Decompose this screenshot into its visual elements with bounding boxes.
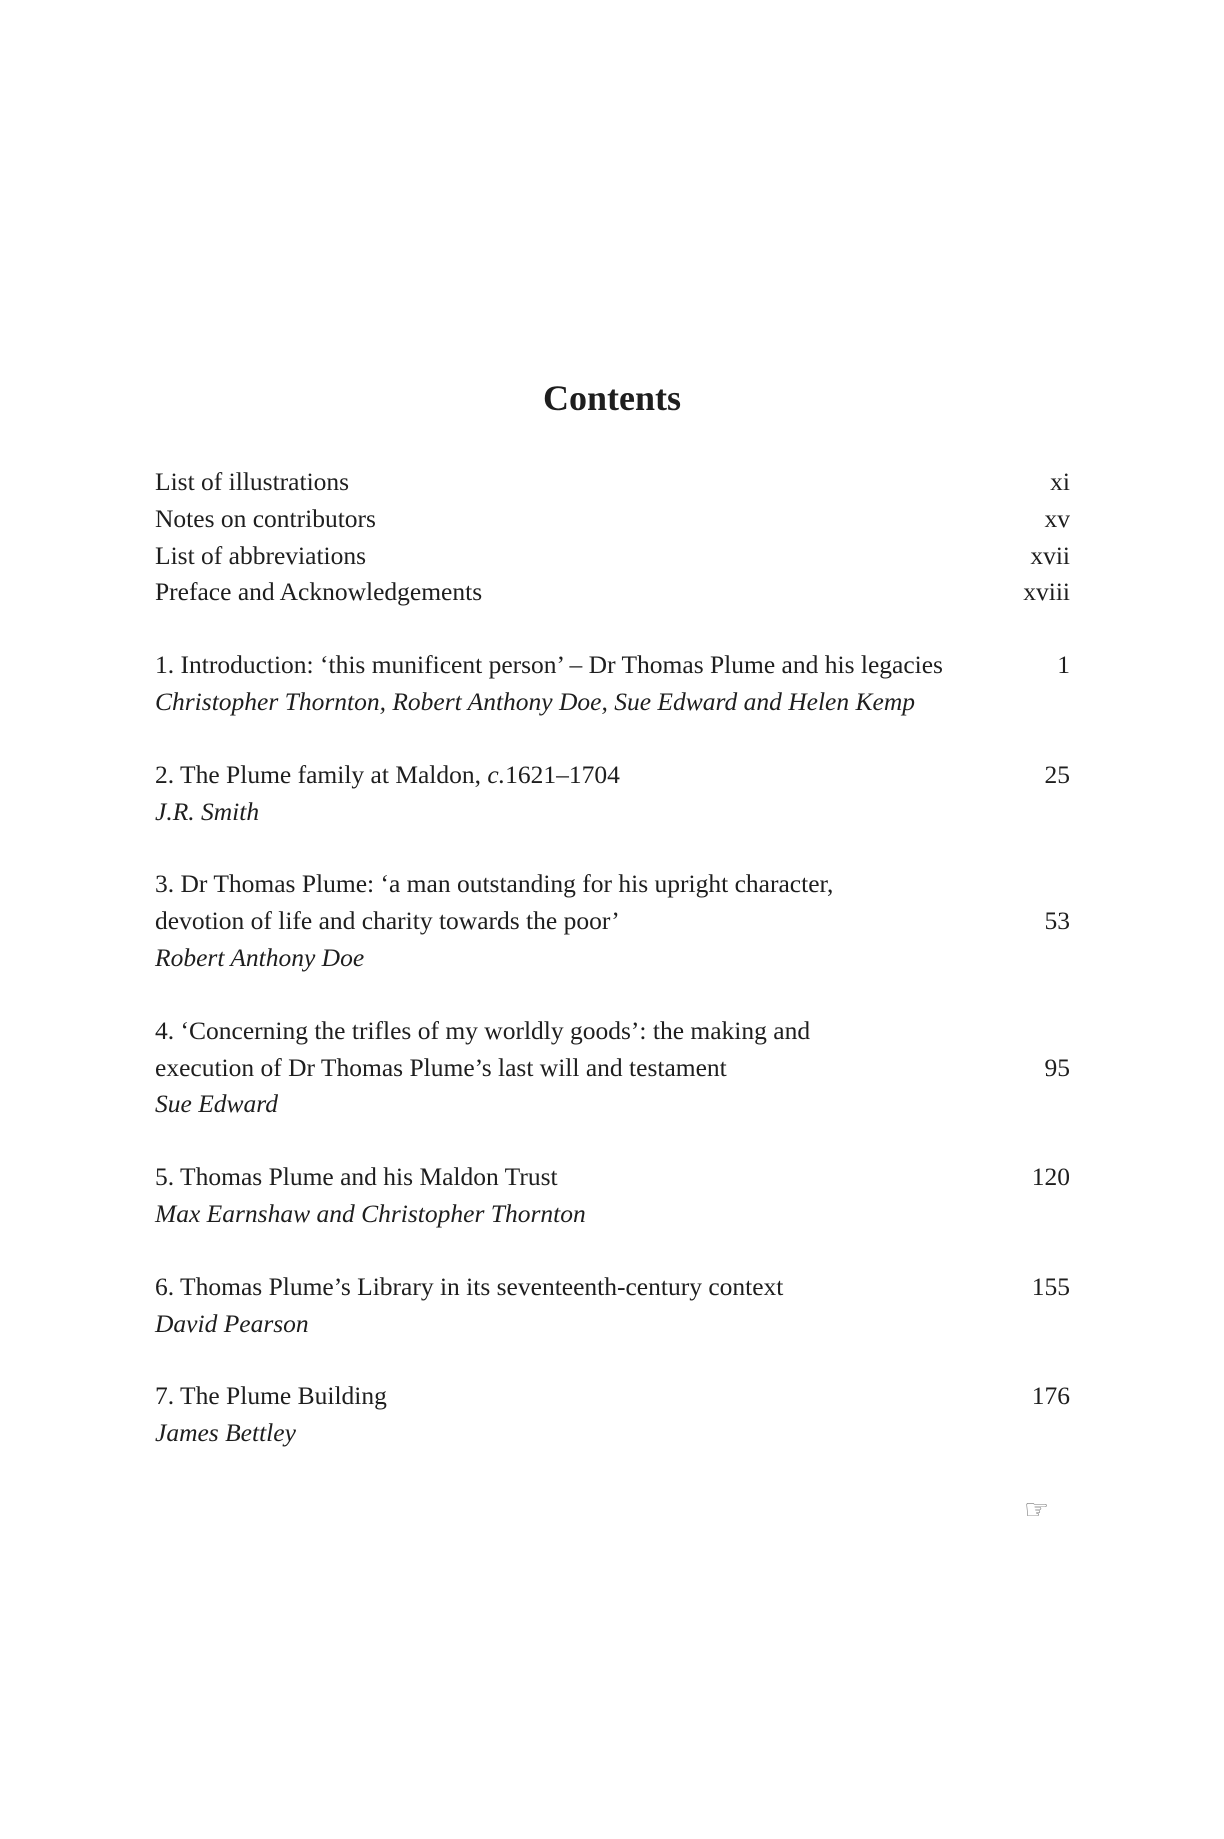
table-of-contents: [155, 464, 1070, 1488]
chapter-author: James Bettley: [155, 1418, 296, 1448]
chapter-page-number: 120: [1031, 1162, 1070, 1192]
toc-chapter-6[interactable]: [155, 1269, 1070, 1343]
toc-entry-preface[interactable]: [155, 574, 1070, 611]
entry-title: List of abbreviations: [155, 540, 367, 570]
chapter-author: Robert Anthony Doe: [155, 942, 365, 972]
pointing-hand-icon: ☞: [1024, 1493, 1050, 1526]
entry-page-number: xi: [1050, 467, 1070, 496]
entry-page-number: xv: [1044, 503, 1070, 533]
chapter-page-number: 95: [1044, 1052, 1070, 1082]
chapter-title: 1. Introduction: ‘this munificent person’ – Dr Thomas Plume and his legacies: [155, 650, 943, 680]
chapter-author: David Pearson: [155, 1308, 309, 1338]
chapter-author: Christopher Thornton, Robert Anthony Doe, Sue Edward and Helen Kemp: [155, 686, 915, 716]
toc-chapter-4[interactable]: [155, 1013, 1070, 1123]
toc-entry-abbreviations[interactable]: [155, 538, 1070, 575]
toc-chapter-7[interactable]: [155, 1378, 1070, 1452]
chapter-page-number: 53: [1044, 906, 1070, 936]
chapter-author: Sue Edward: [155, 1089, 279, 1119]
entry-page-number: xviii: [1023, 577, 1070, 607]
chapter-title-line-1: 3. Dr Thomas Plume: ‘a man outstanding for his upright character,: [155, 869, 834, 899]
toc-entry-contributors[interactable]: [155, 501, 1070, 538]
entry-page-number: xvii: [1030, 540, 1070, 570]
toc-entry-illustrations[interactable]: [155, 464, 1070, 501]
chapter-title: 7. The Plume Building: [155, 1381, 387, 1411]
front-matter-list: [155, 464, 1070, 611]
chapter-author: Max Earnshaw and Christopher Thornton: [155, 1198, 586, 1228]
entry-title: List of illustrations: [155, 467, 350, 496]
chapter-author: J.R. Smith: [155, 796, 260, 826]
entry-title: Preface and Acknowledgements: [155, 577, 483, 607]
toc-chapter-5[interactable]: [155, 1159, 1070, 1233]
entry-title: Notes on contributors: [155, 503, 376, 533]
chapter-page-number: 155: [1031, 1271, 1070, 1301]
chapter-title: 5. Thomas Plume and his Maldon Trust: [155, 1162, 558, 1192]
toc-chapter-2[interactable]: [155, 757, 1070, 831]
chapter-title: 6. Thomas Plume’s Library in its seventeenth-century context: [155, 1271, 784, 1301]
chapter-title-line-1: 4. ‘Concerning the trifles of my worldly goods’: the making and: [155, 1015, 811, 1045]
chapter-title-line-2: execution of Dr Thomas Plume’s last will and testament: [155, 1052, 727, 1082]
toc-chapter-1[interactable]: [155, 647, 1070, 721]
toc-chapter-3[interactable]: [155, 866, 1070, 976]
chapter-title-line-2: devotion of life and charity towards the poor’: [155, 906, 620, 936]
chapter-page-number: 1: [1057, 650, 1070, 680]
chapter-title: 2. The Plume family at Maldon, c.1621–1704: [155, 759, 620, 789]
chapter-page-number: 25: [1044, 759, 1070, 789]
chapter-page-number: 176: [1031, 1381, 1070, 1411]
page-title: Contents: [542, 378, 681, 418]
